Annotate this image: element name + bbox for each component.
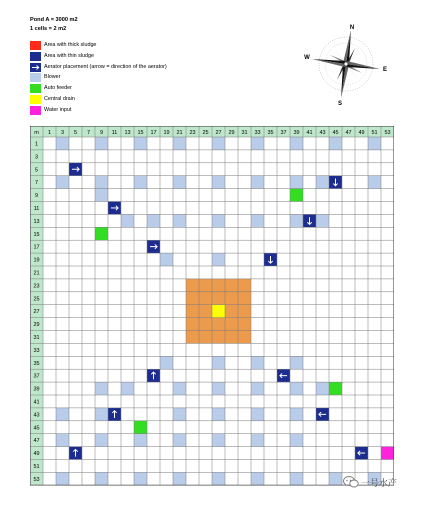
column-label: 33 xyxy=(254,130,261,136)
blower-cell xyxy=(290,137,303,150)
row-label: 7 xyxy=(34,180,39,187)
blower-cell xyxy=(251,382,264,395)
blower-cell xyxy=(316,214,329,227)
blower-cell xyxy=(56,176,69,189)
blower-cell xyxy=(251,137,264,150)
auto-feeder-cell xyxy=(290,189,303,202)
orange-cell xyxy=(238,318,251,331)
row-label: 51 xyxy=(33,463,40,470)
blower-cell xyxy=(212,408,225,421)
blower-cell xyxy=(56,434,69,447)
blower-cell xyxy=(160,356,173,369)
column-label: 39 xyxy=(293,130,300,136)
auto-feeder-cell xyxy=(329,382,342,395)
pond-area-text: Pond A = 3000 m2 xyxy=(30,17,78,23)
orange-cell xyxy=(212,331,225,344)
orange-cell xyxy=(225,292,238,305)
blower-cell xyxy=(56,137,69,150)
legend-label: Blower xyxy=(44,74,61,81)
pond-grid-map xyxy=(30,126,394,488)
orange-cell xyxy=(186,331,199,344)
orange-cell xyxy=(225,305,238,318)
column-label: 27 xyxy=(215,130,222,136)
column-label: 43 xyxy=(319,130,326,136)
compass-rose xyxy=(303,21,389,107)
orange-cell xyxy=(238,305,251,318)
orange-cell xyxy=(186,305,199,318)
orange-cell xyxy=(199,318,212,331)
blower-cell xyxy=(56,472,69,485)
compass-north: N xyxy=(349,25,355,31)
blower-cell xyxy=(212,356,225,369)
column-label: 5 xyxy=(73,130,78,136)
blower-cell xyxy=(212,137,225,150)
legend-label: Area with thin sludge xyxy=(44,52,95,59)
thick-sludge-swatch xyxy=(30,41,41,50)
orange-cell xyxy=(212,318,225,331)
watermark-text: 一号水产 xyxy=(361,478,398,488)
orange-cell xyxy=(238,279,251,292)
water-input-swatch xyxy=(30,106,41,115)
row-label: 19 xyxy=(33,257,40,264)
pond-title xyxy=(30,16,78,34)
blower-cell xyxy=(251,408,264,421)
row-label: 41 xyxy=(33,399,40,406)
blower-cell xyxy=(134,472,147,485)
central-drain-cell xyxy=(212,305,225,318)
row-label: 5 xyxy=(34,167,39,174)
blower-cell xyxy=(251,434,264,447)
blower-cell xyxy=(173,408,186,421)
blower-cell xyxy=(290,214,303,227)
column-label: 19 xyxy=(163,130,170,136)
column-label: 37 xyxy=(280,130,287,136)
orange-cell xyxy=(199,305,212,318)
orange-cell xyxy=(225,279,238,292)
legend-label: Area with thick sludge xyxy=(44,42,97,48)
blower-cell xyxy=(290,382,303,395)
compass-rose-icon xyxy=(303,21,389,107)
chat-bubble-icon xyxy=(343,475,359,489)
column-label: 29 xyxy=(228,130,235,136)
column-label: 3 xyxy=(60,130,65,136)
blower-cell xyxy=(173,472,186,485)
blower-cell xyxy=(329,137,342,150)
orange-cell xyxy=(199,292,212,305)
blower-cell xyxy=(251,356,264,369)
row-label: 23 xyxy=(33,283,40,290)
blower-cell xyxy=(173,434,186,447)
row-label: 37 xyxy=(33,373,40,380)
row-label: 49 xyxy=(33,451,40,458)
orange-cell xyxy=(199,279,212,292)
row-label: 13 xyxy=(33,218,40,225)
blower-cell xyxy=(290,356,303,369)
row-label: 29 xyxy=(33,322,40,329)
blower-cell xyxy=(95,472,108,485)
blower-cell xyxy=(290,434,303,447)
column-label: 11 xyxy=(111,130,118,136)
legend-label: Central drain xyxy=(44,95,75,102)
row-label: 35 xyxy=(33,360,40,367)
blower-cell xyxy=(368,176,381,189)
blower-cell xyxy=(251,214,264,227)
orange-cell xyxy=(225,318,238,331)
orange-cell xyxy=(186,318,199,331)
blower-cell xyxy=(212,472,225,485)
auto-feeder-cell xyxy=(134,421,147,434)
legend-label: Water input xyxy=(44,106,72,113)
thin-sludge-swatch xyxy=(30,52,41,61)
blower-cell xyxy=(173,176,186,189)
row-label: 17 xyxy=(33,244,40,251)
cell-scale-text: 1 cells = 2 m2 xyxy=(30,26,67,32)
compass-east: E xyxy=(382,67,388,73)
central-drain-swatch xyxy=(30,95,41,104)
column-label: 7 xyxy=(86,130,91,136)
column-label: 35 xyxy=(267,130,274,136)
auto-feeder-cell xyxy=(95,227,108,240)
row-label: 25 xyxy=(33,296,40,303)
blower-cell xyxy=(316,176,329,189)
row-label: 21 xyxy=(33,270,40,277)
column-label: 13 xyxy=(124,130,131,136)
blower-cell xyxy=(160,253,173,266)
aerator-swatch xyxy=(30,63,41,72)
row-label: 47 xyxy=(33,438,40,445)
blower-cell xyxy=(134,176,147,189)
blower-cell xyxy=(329,472,342,485)
column-label: 17 xyxy=(150,130,157,136)
row-label: 11 xyxy=(33,205,40,212)
grid-corner-label: m xyxy=(34,130,39,136)
blower-cell xyxy=(290,472,303,485)
blower-swatch xyxy=(30,73,41,82)
arrow-right-icon xyxy=(30,63,41,72)
legend-label: Aerator placement (arrow = direction of the aerator) xyxy=(44,63,167,70)
orange-cell xyxy=(212,292,225,305)
orange-cell xyxy=(225,331,238,344)
blower-cell xyxy=(290,176,303,189)
row-label: 43 xyxy=(33,412,40,419)
row-label: 31 xyxy=(33,334,40,341)
column-label: 23 xyxy=(189,130,196,136)
orange-cell xyxy=(212,279,225,292)
row-label: 53 xyxy=(33,476,40,483)
column-label: 9 xyxy=(99,130,104,136)
column-label: 41 xyxy=(306,130,313,136)
blower-cell xyxy=(173,137,186,150)
column-label: 47 xyxy=(345,130,352,136)
column-label: 51 xyxy=(371,130,378,136)
blower-cell xyxy=(212,176,225,189)
blower-cell xyxy=(173,214,186,227)
watermark xyxy=(343,473,419,491)
row-label: 45 xyxy=(33,425,40,432)
blower-cell xyxy=(212,382,225,395)
orange-cell xyxy=(238,331,251,344)
blower-cell xyxy=(316,382,329,395)
orange-cell xyxy=(186,292,199,305)
blower-cell xyxy=(368,137,381,150)
column-label: 21 xyxy=(176,130,183,136)
blower-cell xyxy=(173,382,186,395)
legend-label: Auto feeder xyxy=(44,85,72,92)
column-label: 49 xyxy=(358,130,365,136)
blower-cell xyxy=(121,382,134,395)
blower-cell xyxy=(290,408,303,421)
column-label: 53 xyxy=(384,130,391,136)
blower-cell xyxy=(251,472,264,485)
row-label: 3 xyxy=(34,154,39,161)
blower-cell xyxy=(95,176,108,189)
blower-cell xyxy=(212,214,225,227)
blower-cell xyxy=(251,176,264,189)
column-label: 25 xyxy=(202,130,209,136)
orange-cell xyxy=(199,331,212,344)
row-label: 15 xyxy=(33,231,40,238)
row-label: 33 xyxy=(33,347,40,354)
row-label: 1 xyxy=(34,141,39,148)
blower-cell xyxy=(95,408,108,421)
water-input-cell xyxy=(381,447,394,460)
row-label: 39 xyxy=(33,386,40,393)
blower-cell xyxy=(212,434,225,447)
pond-grid xyxy=(30,126,394,488)
column-label: 15 xyxy=(137,130,144,136)
blower-cell xyxy=(95,189,108,202)
column-label: 1 xyxy=(47,130,52,136)
blower-cell xyxy=(95,382,108,395)
compass-south: S xyxy=(337,101,343,107)
blower-cell xyxy=(95,137,108,150)
blower-cell xyxy=(134,137,147,150)
column-label: 45 xyxy=(332,130,339,136)
row-label: 27 xyxy=(33,309,40,316)
column-label: 31 xyxy=(241,130,248,136)
blower-cell xyxy=(134,434,147,447)
blower-cell xyxy=(212,253,225,266)
blower-cell xyxy=(147,214,160,227)
compass-west: W xyxy=(304,55,310,61)
orange-cell xyxy=(186,279,199,292)
blower-cell xyxy=(56,408,69,421)
auto-feeder-swatch xyxy=(30,84,41,93)
orange-cell xyxy=(238,292,251,305)
blower-cell xyxy=(95,434,108,447)
row-label: 9 xyxy=(34,193,39,200)
blower-cell xyxy=(121,214,134,227)
